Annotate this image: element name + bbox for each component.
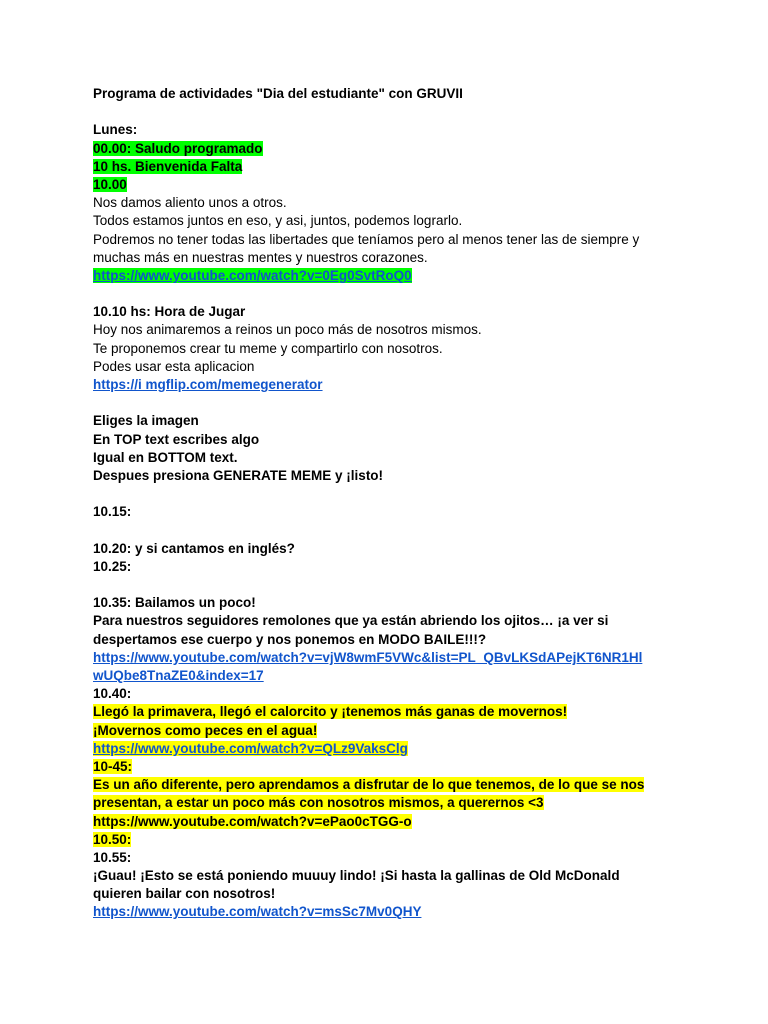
paragraph-line: Para nuestros seguidores remolones que ya están abriendo los ojitos… ¡a ver si — [93, 613, 609, 629]
spacer — [93, 285, 693, 303]
schedule-1040: 10.40: — [93, 686, 132, 702]
document-title: Programa de actividades "Dia del estudiante" con GRUVII — [93, 86, 463, 101]
memegenerator-link[interactable]: https://i mgflip.com/memegenerator — [93, 377, 323, 392]
schedule-1000: 10.00 — [93, 176, 127, 192]
paragraph-line: Nos damos aliento unos a otros. — [93, 195, 287, 211]
schedule-1050: 10.50: — [93, 831, 132, 847]
spacer — [93, 394, 693, 412]
paragraph-line: Podremos no tener todas las libertades que teníamos pero al menos tener las de siempre y — [93, 231, 640, 247]
instruction-step: Igual en BOTTOM text. — [93, 449, 238, 465]
spacer — [93, 576, 693, 594]
schedule-1035: 10.35: Bailamos un poco! — [93, 595, 256, 611]
paragraph-line: Hoy nos animaremos a reinos un poco más de nosotros mismos. — [93, 322, 482, 338]
instruction-step: Despues presiona GENERATE MEME y ¡listo! — [93, 467, 384, 483]
youtube-link-3[interactable]: https://www.youtube.com/watch?v=vjW8wmF5VWc&list=PL_QBvLKSdAPejKT6NR1Hl — [93, 649, 643, 665]
spacer — [93, 522, 693, 540]
schedule-1020: 10.20: y si cantamos en inglés? — [93, 540, 295, 556]
paragraph-line: Te proponemos crear tu meme y compartirlo con nosotros. — [93, 340, 443, 356]
schedule-1010: 10.10 hs: Hora de Jugar — [93, 304, 246, 320]
paragraph-line: muchas más en nuestras mentes y nuestros corazones. — [93, 249, 428, 265]
paragraph-line: quieren bailar con nosotros! — [93, 886, 276, 902]
schedule-1055: 10.55: — [93, 849, 132, 865]
paragraph-line: ¡Guau! ¡Esto se está poniendo muuuy lindo! ¡Si hasta la gallinas de Old McDonald — [93, 868, 620, 884]
schedule-1025: 10.25: — [93, 558, 132, 574]
spacer — [93, 485, 693, 503]
youtube-link-5[interactable]: https://www.youtube.com/watch?v=ePao0cTGG-o — [93, 813, 412, 829]
paragraph-line: Llegó la primavera, llegó el calorcito y ¡tenemos más ganas de movernos! — [93, 704, 568, 720]
spacer — [93, 103, 693, 121]
paragraph-line: Podes usar esta aplicacion — [93, 358, 255, 374]
schedule-bienvenida: 10 hs. Bienvenida Falta — [93, 158, 243, 174]
youtube-link-4[interactable]: https://www.youtube.com/watch?v=QLz9VaksClg — [93, 740, 408, 756]
instruction-step: En TOP text escribes algo — [93, 431, 260, 447]
paragraph-line: Todos estamos juntos en eso, y asi, juntos, podemos lograrlo. — [93, 213, 463, 229]
instruction-step: Eliges la imagen — [93, 413, 199, 429]
schedule-1045: 10-45: — [93, 758, 133, 774]
schedule-1015: 10.15: — [93, 504, 132, 520]
youtube-link-6[interactable]: https://www.youtube.com/watch?v=msSc7Mv0QHY — [93, 904, 422, 920]
paragraph-line: despertamos ese cuerpo y nos ponemos en MODO BAILE!!!? — [93, 631, 487, 647]
document-body — [93, 85, 693, 922]
paragraph-line: Es un año diferente, pero aprendamos a disfrutar de lo que tenemos, de lo que se nos — [93, 777, 645, 793]
paragraph-line: ¡Movernos como peces en el agua! — [93, 722, 318, 738]
schedule-saludo: 00.00: Saludo programado — [93, 140, 263, 156]
youtube-link-3-continued[interactable]: wUQbe8TnaZE0&index=17 — [93, 668, 264, 683]
day-heading: Lunes: — [93, 122, 138, 138]
paragraph-line: presentan, a estar un poco más con nosotros mismos, a querernos <3 — [93, 795, 544, 811]
youtube-link-1[interactable]: https://www.youtube.com/watch?v=0Eg0SvtRoQ0 — [93, 267, 412, 283]
